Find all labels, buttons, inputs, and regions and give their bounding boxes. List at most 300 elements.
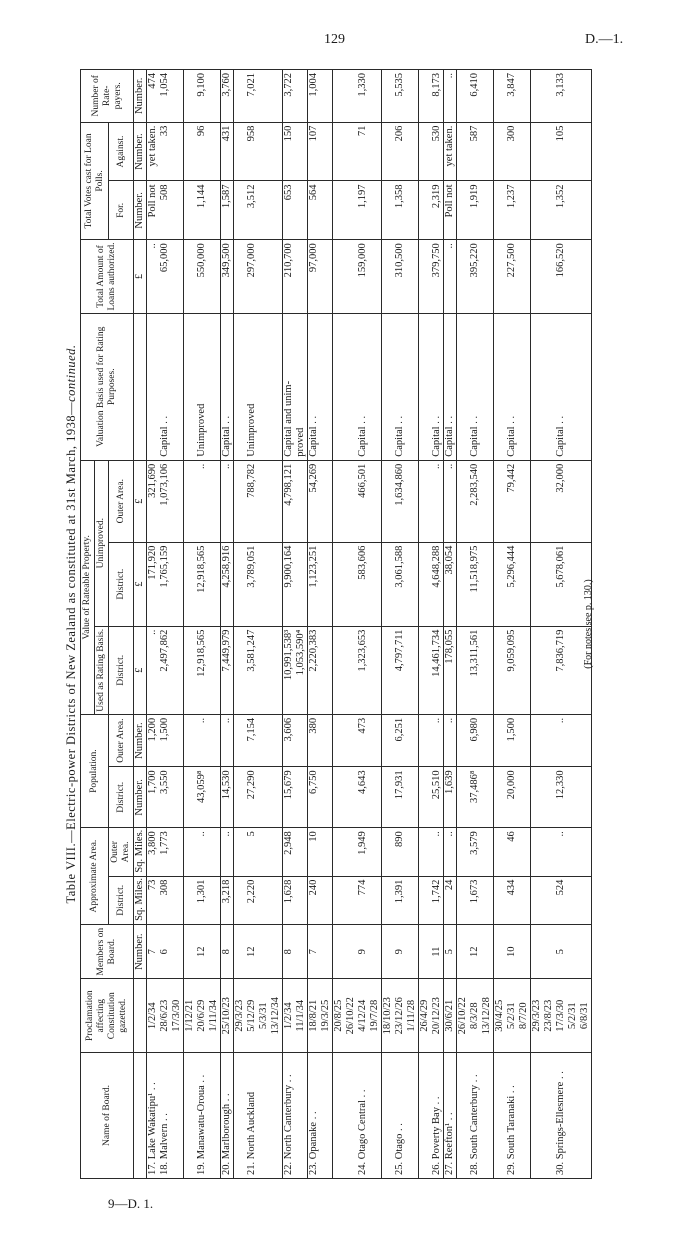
cell-pop-o (481, 714, 494, 767)
cell-unimp-d (369, 542, 382, 626)
cell-unimp-d (258, 542, 270, 626)
cell-basis (406, 313, 419, 460)
cell-payers: 1,330 (357, 70, 369, 123)
cell-against (320, 122, 333, 181)
cell-unimp-o (494, 460, 507, 542)
pop-district-header: District. (109, 767, 134, 828)
cell-loans (333, 240, 346, 314)
cell-unimp-d: 9,900,164 (283, 542, 296, 626)
cell-loans (531, 240, 544, 314)
cell-basis (419, 313, 432, 460)
cell-name: 23. Opanake . . (308, 1052, 321, 1178)
cell-for (518, 181, 531, 240)
cell-procl: 1/2/34 (147, 979, 160, 1053)
cell-name: 20. Marlborough . . (221, 1052, 234, 1178)
cell-unimp-o (369, 460, 382, 542)
cell-for: Poll not (147, 181, 160, 240)
table-row (444, 70, 457, 1179)
cell-members (208, 924, 221, 979)
cell-against: 71 (357, 122, 369, 181)
cell-loans: 349,500 (221, 240, 234, 314)
cell-members (419, 924, 432, 979)
cell-area-d (171, 876, 184, 924)
units-cell (134, 313, 147, 460)
cell-payers (369, 70, 382, 123)
cell-pop-d (419, 767, 432, 828)
cell-pop-o (171, 714, 184, 767)
cell-against: 530 (431, 122, 444, 181)
cell-payers: 3,722 (283, 70, 296, 123)
cell-basis (147, 313, 160, 460)
cell-name: 17. Lake Wakatipu¹ . . (147, 1052, 160, 1178)
cell-name: 18. Malvern . . (159, 1052, 171, 1178)
cell-area-o: 890 (394, 828, 406, 876)
cell-for (567, 181, 579, 240)
cell-basis (333, 313, 346, 460)
table-row (246, 70, 258, 1179)
cell-unimp-d (406, 542, 419, 626)
cell-unimp-o: .. (431, 460, 444, 542)
cell-payers: 474 (147, 70, 160, 123)
cell-procl: 4/12/24 (357, 979, 369, 1053)
cell-pop-o (494, 714, 507, 767)
cell-name (494, 1052, 507, 1178)
cell-for: 2,319 (431, 181, 444, 240)
cell-payers (258, 70, 270, 123)
cell-payers: 9,100 (196, 70, 208, 123)
cell-unimp-d (518, 542, 531, 626)
cell-against (494, 122, 507, 181)
table-row (171, 70, 184, 1179)
cell-members: 7 (147, 924, 160, 979)
cell-members (320, 924, 333, 979)
table-row (295, 70, 308, 1179)
cell-payers: 5,535 (394, 70, 406, 123)
cell-pop-d (518, 767, 531, 828)
cell-for (543, 181, 555, 240)
cell-area-d: 1,742 (431, 876, 444, 924)
cell-pop-d (295, 767, 308, 828)
cell-area-o (184, 828, 197, 876)
cell-area-o: 5 (246, 828, 258, 876)
cell-unimp-o: 2,283,540 (469, 460, 481, 542)
cell-area-o (531, 828, 544, 876)
cell-loans (481, 240, 494, 314)
cell-loans (382, 240, 395, 314)
cell-loans (543, 240, 555, 314)
cell-area-o (208, 828, 221, 876)
cell-procl: 19/7/28 (369, 979, 382, 1053)
votes-against-header: Against. (109, 122, 134, 181)
cell-procl: 1/12/21 (184, 979, 197, 1053)
table-row (406, 70, 419, 1179)
cell-payers (295, 70, 308, 123)
cell-area-o: 3,800 (147, 828, 160, 876)
units-unimp-district: £ (134, 542, 147, 626)
cell-area-d: 24 (444, 876, 457, 924)
cell-basis: Capital . . (469, 313, 481, 460)
cell-unimp-o (320, 460, 333, 542)
cell-loans (567, 240, 579, 314)
cell-pop-d: 15,679 (283, 767, 296, 828)
cell-pop-d: 4,643 (357, 767, 369, 828)
cell-members: 10 (506, 924, 518, 979)
col-rating-basis-header: Used as Rating Basis. (95, 626, 109, 714)
cell-against: 33 (159, 122, 171, 181)
cell-basis: Capital . . (431, 313, 444, 460)
cell-for (369, 181, 382, 240)
table-row (369, 70, 382, 1179)
col-loans-header: Total Amount of Loans authorized. (81, 240, 134, 314)
cell-area-o (258, 828, 270, 876)
cell-unimp-d (184, 542, 197, 626)
table-title-continued: continued. (64, 344, 78, 402)
cell-unimp-o (234, 460, 247, 542)
cell-for: 1,197 (357, 181, 369, 240)
unimp-outer-header: Outer Area. (109, 460, 134, 542)
cell-name (345, 1052, 357, 1178)
units-cell (134, 979, 147, 1053)
cell-loans (369, 240, 382, 314)
cell-procl: 26/10/22 (345, 979, 357, 1053)
cell-for (333, 181, 346, 240)
unimp-district-header: District. (109, 542, 134, 626)
cell-pop-o: .. (196, 714, 208, 767)
table-row (234, 70, 247, 1179)
cell-area-d (406, 876, 419, 924)
cell-against (567, 122, 579, 181)
cell-rate: 3,581,247 (246, 626, 258, 714)
cell-unimp-o (567, 460, 579, 542)
cell-pop-o (382, 714, 395, 767)
cell-name (171, 1052, 184, 1178)
cell-procl: 30/6/21 (444, 979, 457, 1053)
cell-area-o (518, 828, 531, 876)
cell-pop-d: 25,510 (431, 767, 444, 828)
cell-rate (258, 626, 270, 714)
units-rating: £ (134, 626, 147, 714)
col-name-header: Name of Board. (81, 1052, 134, 1178)
table-row (258, 70, 270, 1179)
cell-against (419, 122, 432, 181)
cell-members (184, 924, 197, 979)
table-row (357, 70, 369, 1179)
cell-pop-o: 6,980 (469, 714, 481, 767)
page-reference: D.—1. (585, 32, 624, 47)
table-row (147, 70, 160, 1179)
cell-against (258, 122, 270, 181)
cell-pop-d (184, 767, 197, 828)
cell-rate (481, 626, 494, 714)
cell-basis (171, 313, 184, 460)
sheet-mark: 9—D. 1. (108, 1196, 154, 1211)
cell-members: 7 (308, 924, 321, 979)
cell-pop-d (543, 767, 555, 828)
cell-members (457, 924, 470, 979)
table-row (320, 70, 333, 1179)
area-district-header: District. (109, 876, 134, 924)
cell-loans (258, 240, 270, 314)
cell-name (208, 1052, 221, 1178)
cell-loans (270, 240, 283, 314)
cell-pop-d (320, 767, 333, 828)
cell-for: 1,237 (506, 181, 518, 240)
cell-against: yet taken. (444, 122, 457, 181)
cell-procl: 1/2/34 (283, 979, 296, 1053)
cell-area-d (543, 876, 555, 924)
cell-pop-o: .. (431, 714, 444, 767)
cell-area-o (457, 828, 470, 876)
cell-against (543, 122, 555, 181)
cell-basis: Capital and unim- (283, 313, 296, 460)
electric-power-districts-table (80, 69, 592, 1179)
votes-for-header: For. (109, 181, 134, 240)
cell-members (295, 924, 308, 979)
cell-pop-o (295, 714, 308, 767)
cell-pop-d: 1,639 (444, 767, 457, 828)
cell-members (333, 924, 346, 979)
cell-members (531, 924, 544, 979)
cell-members (234, 924, 247, 979)
cell-procl: 23/12/26 (394, 979, 406, 1053)
cell-name (543, 1052, 555, 1178)
cell-for: 1,358 (394, 181, 406, 240)
cell-pop-d (208, 767, 221, 828)
cell-name (184, 1052, 197, 1178)
cell-area-d: 524 (555, 876, 567, 924)
cell-unimp-o (184, 460, 197, 542)
cell-area-d (184, 876, 197, 924)
cell-unimp-o: 466,501 (357, 460, 369, 542)
cell-for (234, 181, 247, 240)
cell-unimp-d: 11,518,975 (469, 542, 481, 626)
cell-name (457, 1052, 470, 1178)
cell-area-d (369, 876, 382, 924)
cell-pop-o: 1,500 (506, 714, 518, 767)
cell-unimp-o (171, 460, 184, 542)
cell-procl: 30/4/25 (494, 979, 507, 1053)
cell-rate: 2,497,862 (159, 626, 171, 714)
cell-payers (171, 70, 184, 123)
cell-procl: 26/4/29 (419, 979, 432, 1053)
cell-for (494, 181, 507, 240)
cell-unimp-o (333, 460, 346, 542)
cell-area-o (270, 828, 283, 876)
cell-unimp-d: 3,789,051 (246, 542, 258, 626)
cell-basis (531, 313, 544, 460)
cell-against (171, 122, 184, 181)
cell-against (457, 122, 470, 181)
cell-procl: 17/3/30 (555, 979, 567, 1053)
cell-rate: 12,918,565 (196, 626, 208, 714)
cell-name: 25. Otago . . (394, 1052, 406, 1178)
cell-for (457, 181, 470, 240)
cell-loans: .. (147, 240, 160, 314)
cell-pop-d (234, 767, 247, 828)
cell-area-d: 774 (357, 876, 369, 924)
cell-payers (208, 70, 221, 123)
cell-pop-d (481, 767, 494, 828)
cell-procl: 29/3/23 (531, 979, 544, 1053)
cell-name: 19. Manawatu-Oroua . . (196, 1052, 208, 1178)
cell-for (531, 181, 544, 240)
cell-pop-o: .. (444, 714, 457, 767)
cell-unimp-d (320, 542, 333, 626)
cell-area-d: 434 (506, 876, 518, 924)
cell-payers: .. (444, 70, 457, 123)
cell-payers (320, 70, 333, 123)
cell-area-d: 1,628 (283, 876, 296, 924)
cell-pop-o: 380 (308, 714, 321, 767)
cell-against: 587 (469, 122, 481, 181)
cell-area-d (320, 876, 333, 924)
cell-pop-o (518, 714, 531, 767)
cell-unimp-o: .. (444, 460, 457, 542)
cell-basis (567, 313, 579, 460)
cell-loans (494, 240, 507, 314)
cell-loans: 297,000 (246, 240, 258, 314)
cell-basis (270, 313, 283, 460)
cell-for: 1,144 (196, 181, 208, 240)
cell-area-d (419, 876, 432, 924)
cell-payers (345, 70, 357, 123)
cell-pop-o (531, 714, 544, 767)
cell-area-o: 1,949 (357, 828, 369, 876)
cell-for (419, 181, 432, 240)
table-row (494, 70, 507, 1179)
area-outer-header: Outer Area. (109, 828, 134, 876)
cell-basis (320, 313, 333, 460)
cell-area-o (320, 828, 333, 876)
cell-against (345, 122, 357, 181)
cell-procl: 11/1/34 (295, 979, 308, 1053)
cell-unimp-d (457, 542, 470, 626)
cell-procl: 5/2/31 (567, 979, 579, 1053)
cell-payers (406, 70, 419, 123)
cell-members (406, 924, 419, 979)
cell-against (531, 122, 544, 181)
cell-pop-o (333, 714, 346, 767)
cell-rate (270, 626, 283, 714)
cell-rate: 7,449,979 (221, 626, 234, 714)
cell-unimp-d: 12,918,565 (196, 542, 208, 626)
cell-pop-d (494, 767, 507, 828)
cell-name (567, 1052, 579, 1178)
cell-members: 5 (555, 924, 567, 979)
units-payers: Number. (134, 70, 147, 123)
col-unimproved-header: Unimproved. (95, 460, 109, 626)
cell-payers (531, 70, 544, 123)
cell-loans: 227,500 (506, 240, 518, 314)
table-row (531, 70, 544, 1179)
cell-area-d (234, 876, 247, 924)
cell-loans: 550,000 (196, 240, 208, 314)
cell-unimp-d: 38,054 (444, 542, 457, 626)
cell-for (320, 181, 333, 240)
cell-area-o: .. (555, 828, 567, 876)
table-row (567, 70, 579, 1179)
cell-against (406, 122, 419, 181)
cell-members (345, 924, 357, 979)
units-pop-outer: Number. (134, 714, 147, 767)
cell-unimp-d (567, 542, 579, 626)
cell-loans (234, 240, 247, 314)
table-row (506, 70, 518, 1179)
cell-for: 3,512 (246, 181, 258, 240)
cell-pop-d (369, 767, 382, 828)
cell-pop-o: 6,251 (394, 714, 406, 767)
cell-against: 300 (506, 122, 518, 181)
cell-basis: Capital . . (221, 313, 234, 460)
cell-rate (494, 626, 507, 714)
cell-for (345, 181, 357, 240)
col-ratepayers-header: Number of Rate-payers. (81, 70, 134, 123)
cell-basis (518, 313, 531, 460)
cell-rate (333, 626, 346, 714)
cell-members (270, 924, 283, 979)
cell-area-d: 2,220 (246, 876, 258, 924)
cell-area-o: 10 (308, 828, 321, 876)
table-row (159, 70, 171, 1179)
cell-members: 12 (469, 924, 481, 979)
cell-pop-o (543, 714, 555, 767)
col-values-header: Value of Rateable Property. (81, 460, 95, 714)
cell-procl: 1/11/34 (208, 979, 221, 1053)
cell-pop-d: 3,550 (159, 767, 171, 828)
cell-rate (457, 626, 470, 714)
units-against: Number. (134, 122, 147, 181)
cell-payers: 3,133 (555, 70, 567, 123)
cell-name: 27. Reefton¹ . . (444, 1052, 457, 1178)
cell-payers (419, 70, 432, 123)
cell-members: 8 (221, 924, 234, 979)
cell-for: 1,352 (555, 181, 567, 240)
cell-members (518, 924, 531, 979)
cell-area-o (369, 828, 382, 876)
cell-area-o (171, 828, 184, 876)
cell-rate: .. (147, 626, 160, 714)
table-row (270, 70, 283, 1179)
cell-for: 1,919 (469, 181, 481, 240)
units-area-outer: Sq. Miles. (134, 828, 147, 876)
cell-procl: 5/12/29 (246, 979, 258, 1053)
cell-pop-d: 20,000 (506, 767, 518, 828)
cell-pop-d: 14,530 (221, 767, 234, 828)
cell-against: 96 (196, 122, 208, 181)
cell-area-o (419, 828, 432, 876)
cell-procl: 18/8/21 (308, 979, 321, 1053)
cell-unimp-d (333, 542, 346, 626)
table-row (469, 70, 481, 1179)
cell-unimp-o (531, 460, 544, 542)
cell-loans: 310,500 (394, 240, 406, 314)
cell-unimp-d (171, 542, 184, 626)
cell-pop-d: 17,931 (394, 767, 406, 828)
cell-procl: 20/12/23 (431, 979, 444, 1053)
cell-loans (295, 240, 308, 314)
cell-area-o: 3,579 (469, 828, 481, 876)
cell-rate (369, 626, 382, 714)
cell-procl: 5/2/31 (506, 979, 518, 1053)
cell-unimp-o (457, 460, 470, 542)
cell-pop-d: 43,059⁸ (196, 767, 208, 828)
cell-area-o (382, 828, 395, 876)
cell-payers (567, 70, 579, 123)
cell-rate: 9,059,095 (506, 626, 518, 714)
cell-for (171, 181, 184, 240)
page-number: 129 (324, 32, 345, 47)
cell-unimp-o: .. (221, 460, 234, 542)
